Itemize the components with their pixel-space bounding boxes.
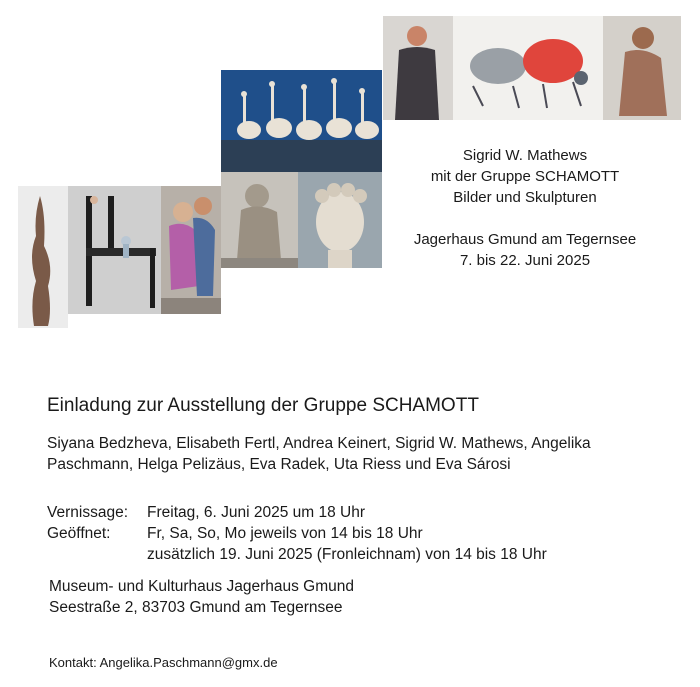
caption-group: mit der Gruppe SCHAMOTT: [430, 168, 620, 185]
photo-sculpture-figure: [18, 186, 68, 328]
caption-dates: 7. bis 22. Juni 2025: [459, 252, 591, 269]
artist-list-line: Siyana Bedzheva, Elisabeth Fertl, Andrea Keinert, Sigrid W. Mathews, Angelika: [47, 435, 591, 452]
photo-ostrich-sculptures: [221, 70, 382, 172]
contact-info: Kontakt: Angelika.Paschmann@gmx.de: [49, 655, 278, 670]
artist-list: [47, 433, 687, 475]
vernissage-value: Freitag, 6. Juni 2025 um 18 Uhr: [147, 504, 365, 521]
photo-head-sculpture: [298, 172, 382, 268]
schedule: [47, 502, 547, 565]
vernissage-label: Vernissage:: [47, 504, 128, 521]
artist-list-line: Paschmann, Helga Pelizäus, Eva Radek, Uta Riess und Eva Sárosi: [47, 456, 511, 473]
extra-opening: zusätzlich 19. Juni 2025 (Fronleichnam) von 14 bis 18 Uhr: [147, 546, 547, 563]
venue-street: Seestraße 2, 83703 Gmund am Tegernsee: [49, 599, 343, 616]
opening-hours: Fr, Sa, So, Mo jeweils von 14 bis 18 Uhr: [147, 525, 423, 542]
photo-drawing-artwork: [453, 16, 603, 120]
venue-address: [49, 576, 354, 618]
invitation-headline: Einladung zur Ausstellung der Gruppe SCHAMOTT: [47, 395, 479, 416]
exhibition-caption: [400, 145, 650, 271]
caption-artist: Sigrid W. Mathews: [462, 147, 588, 164]
photo-chair-sculpture: [68, 186, 161, 314]
caption-venue: Jagerhaus Gmund am Tegernsee: [413, 231, 637, 248]
photo-seated-figure-sculpture: [603, 16, 681, 120]
opening-label: Geöffnet:: [47, 525, 111, 542]
photo-standing-woman-sculpture: [383, 16, 453, 120]
caption-subtitle: Bilder und Skulpturen: [453, 189, 597, 206]
venue-name: Museum- und Kulturhaus Jagerhaus Gmund: [49, 578, 354, 595]
photo-embracing-figures: [161, 186, 221, 314]
photo-crouching-figure: [221, 172, 298, 268]
